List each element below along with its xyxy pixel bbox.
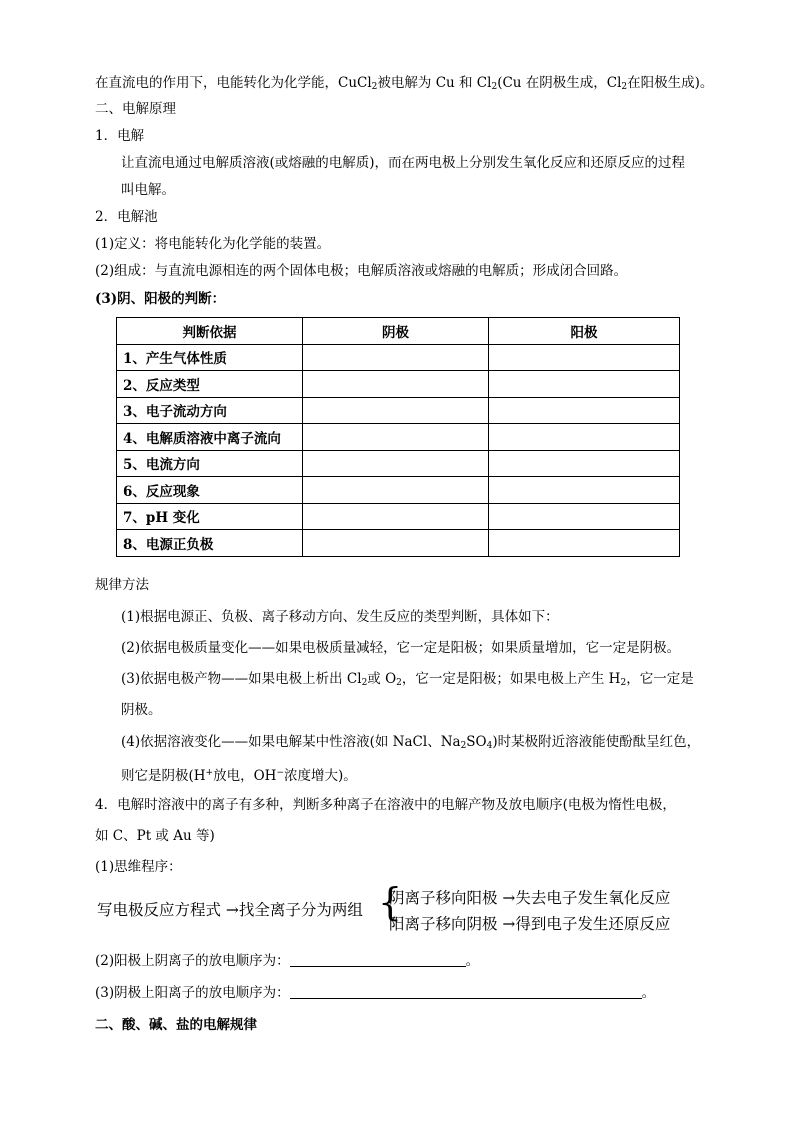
anode-cell[interactable]: [489, 503, 680, 530]
cathode-cell[interactable]: [303, 477, 489, 504]
cathode-cell[interactable]: [303, 450, 489, 477]
table-row: [117, 397, 680, 424]
table-row: [117, 530, 680, 557]
row-label: 1、产生气体性质: [117, 344, 303, 371]
rule-4: (4)依据溶液变化——如果电解某中性溶液(如 NaCl、$Na_2SO_4$)时某极附近溶液能使酚酞呈红色，: [121, 734, 701, 751]
row-label: 8、电源正负极: [117, 530, 303, 557]
table-row: [117, 344, 680, 371]
table-row: [117, 450, 680, 477]
electrode-judgment-table: [116, 317, 680, 557]
table-header-row: [117, 318, 680, 345]
table-row: [117, 424, 680, 451]
thinking-procedure-label: (1)思维程序：: [95, 859, 182, 875]
cathode-cell[interactable]: [303, 503, 489, 530]
anode-cell[interactable]: [489, 450, 680, 477]
cathode-cell[interactable]: [303, 424, 489, 451]
rule-1: (1)根据电源正、负极、离子移动方向、发生反应的类型判断，具体如下：: [121, 609, 559, 625]
table-row: [117, 477, 680, 504]
anode-cell[interactable]: [489, 424, 680, 451]
cathode-cell[interactable]: [303, 344, 489, 371]
row-label: 7、pH 变化: [117, 503, 303, 530]
section-title-acid-base-salt: 二、酸、碱、盐的电解规律: [95, 1017, 257, 1033]
anode-cell[interactable]: [489, 530, 680, 557]
header-cathode: 阴极: [303, 318, 489, 345]
rule-2: (2)依据电极质量变化——如果电极质量减轻，它一定是阳极；如果质量增加，它一定是阴极。: [121, 640, 681, 656]
anode-cell[interactable]: [489, 477, 680, 504]
anode-order-line: (2)阳极上阴离子的放电顺序为： 。: [95, 953, 480, 969]
flow-start: 写电极反应方程式 →找全离子分为两组: [97, 901, 363, 919]
row-label: 3、电子流动方向: [117, 397, 303, 424]
flow-anion-branch: 阴离子移向阳极 →失去电子发生氧化反应: [389, 889, 671, 907]
header-anode: 阳极: [489, 318, 680, 345]
cathode-cell[interactable]: [303, 371, 489, 398]
anode-cell[interactable]: [489, 371, 680, 398]
electrolysis-definition-line1: 让直流电通过电解质溶液(或熔融的电解质)，而在两电极上分别发生氧化反应和还原反应的过程: [121, 155, 686, 171]
cathode-order-blank[interactable]: [290, 984, 642, 999]
rules-title: 规律方法: [95, 577, 149, 593]
section-title-electrolysis-principle: 二、电解原理: [95, 101, 176, 117]
subsection-title-electrolytic-cell: 2．电解池: [95, 209, 158, 225]
anode-cell[interactable]: [489, 344, 680, 371]
cathode-cell[interactable]: [303, 397, 489, 424]
rule-3: (3)依据电极产物——如果电极上析出 $Cl_2$或 $O_2$，它一定是阳极；如果电极上产生 $H_2$，它一定是: [121, 671, 694, 688]
electrode-judgment-title: (3)阴、阳极的判断：: [95, 291, 226, 307]
anode-cell[interactable]: [489, 397, 680, 424]
cell-composition: (2)组成：与直流电源相连的两个固体电极；电解质溶液或熔融的电解质；形成闭合回路。: [95, 263, 628, 279]
brace-icon: {: [378, 880, 403, 924]
row-label: 2、反应类型: [117, 371, 303, 398]
table-row: [117, 371, 680, 398]
row-label: 5、电流方向: [117, 450, 303, 477]
row-label: 4、电解质溶液中离子流向: [117, 424, 303, 451]
rule-4-cont: 则它是阴极(H+放电，OH−浓度增大)。: [121, 768, 357, 784]
discharge-order-intro-line1: 4．电解时溶液中的离子有多种，判断多种离子在溶液中的电解产物及放电顺序(电极为惰性电极，: [95, 797, 676, 813]
header-basis: 判断依据: [117, 318, 303, 345]
cell-definition: (1)定义：将电能转化为化学能的装置。: [95, 236, 331, 252]
anode-order-blank[interactable]: [290, 952, 466, 967]
row-label: 6、反应现象: [117, 477, 303, 504]
flow-cation-branch: 阳离子移向阴极 →得到电子发生还原反应: [389, 915, 671, 933]
table-row: [117, 503, 680, 530]
discharge-order-intro-line2: 如 C、Pt 或 Au 等): [95, 828, 215, 844]
cathode-cell[interactable]: [303, 530, 489, 557]
intro-line: 在直流电的作用下，电能转化为化学能，CuCl$_2$被电解为 Cu 和 $Cl_2(Cu$ 在阴极生成，$Cl_2$在阳极生成)。: [95, 75, 714, 92]
subsection-title-electrolysis: 1．电解: [95, 128, 145, 144]
rule-3-cont: 阴极。: [121, 702, 162, 718]
cathode-order-line: (3)阴极上阳离子的放电顺序为： 。: [95, 985, 656, 1001]
electrolysis-definition-line2: 叫电解。: [121, 182, 175, 198]
